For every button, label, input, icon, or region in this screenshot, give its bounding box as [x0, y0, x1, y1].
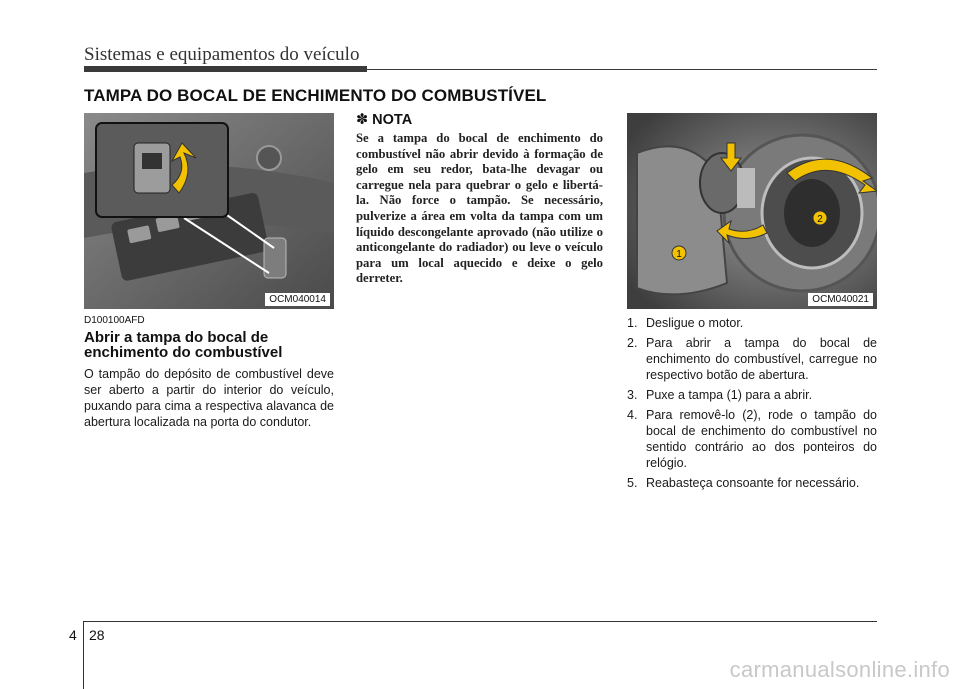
- step-text: Para removê-lo (2), rode o tampão do bocal de enchimento do combustível no sentido contrário ao dos ponteiros do relógio.: [646, 408, 877, 470]
- footer-rule-vertical: [83, 621, 84, 689]
- step-item: [627, 387, 877, 403]
- step-number: 2.: [627, 336, 638, 350]
- section-title: TAMPA DO BOCAL DE ENCHIMENTO DO COMBUSTÍVEL: [84, 86, 547, 105]
- step-item: [627, 407, 877, 471]
- step-number: 1.: [627, 316, 638, 330]
- door-panel-illustration: [84, 113, 334, 309]
- callout-1: 1: [676, 249, 682, 260]
- watermark: carmanualsonline.info: [729, 657, 950, 682]
- body-paragraph: O tampão do depósito de combustível deve ser aberto a partir do interior do veículo, puxando para cima a respectiva alavanca de abertura localizada na porta do condutor.: [84, 367, 334, 429]
- header-rule-thin: [367, 69, 877, 70]
- step-text: Desligue o motor.: [646, 316, 744, 330]
- fuel-cap-illustration: [627, 113, 877, 309]
- figure-label: OCM040021: [808, 293, 873, 306]
- step-item: [627, 315, 877, 331]
- figure-label: OCM040014: [265, 293, 330, 306]
- figure-fuel-filler-cap: [627, 113, 877, 309]
- subheading: Abrir a tampa do bocal de enchimento do combustível: [84, 329, 283, 361]
- step-number: 5.: [627, 476, 638, 490]
- note-text: Se a tampa do bocal de enchimento do combustível não abrir devido à formação de gelo em seu redor, bata-lhe devagar ou carregue nela para quebrar o gelo e libertá-la. Não force o tampão. Se necessário, pulverize a área em volta da tampa com um líquido descongelante aprovado (não utilize o anticongelante do radiador) ou leve o veículo para um local aquecido e deixe o gelo derreter.: [356, 131, 603, 286]
- step-number: 4.: [627, 408, 638, 422]
- callout-2: 2: [817, 214, 823, 225]
- chapter-number: 4: [69, 627, 77, 643]
- steps-list: [627, 315, 877, 495]
- page-header-title: Sistemas e equipamentos do veículo: [84, 44, 360, 65]
- step-item: [627, 475, 877, 491]
- step-text: Para abrir a tampa do bocal de enchimento do combustível, carregue no respectivo botão de abertura.: [646, 336, 877, 382]
- page-number: 28: [89, 627, 105, 643]
- note-heading: ✽ NOTA: [356, 112, 413, 128]
- step-text: Puxe a tampa (1) para a abrir.: [646, 388, 813, 402]
- step-number: 3.: [627, 388, 638, 402]
- reference-code: D100100AFD: [84, 315, 145, 326]
- footer-rule-horizontal: [84, 621, 877, 622]
- figure-fuel-door-release: [84, 113, 334, 309]
- step-item: [627, 335, 877, 383]
- step-text: Reabasteça consoante for necessário.: [646, 476, 860, 490]
- header-rule-thick: [84, 66, 367, 72]
